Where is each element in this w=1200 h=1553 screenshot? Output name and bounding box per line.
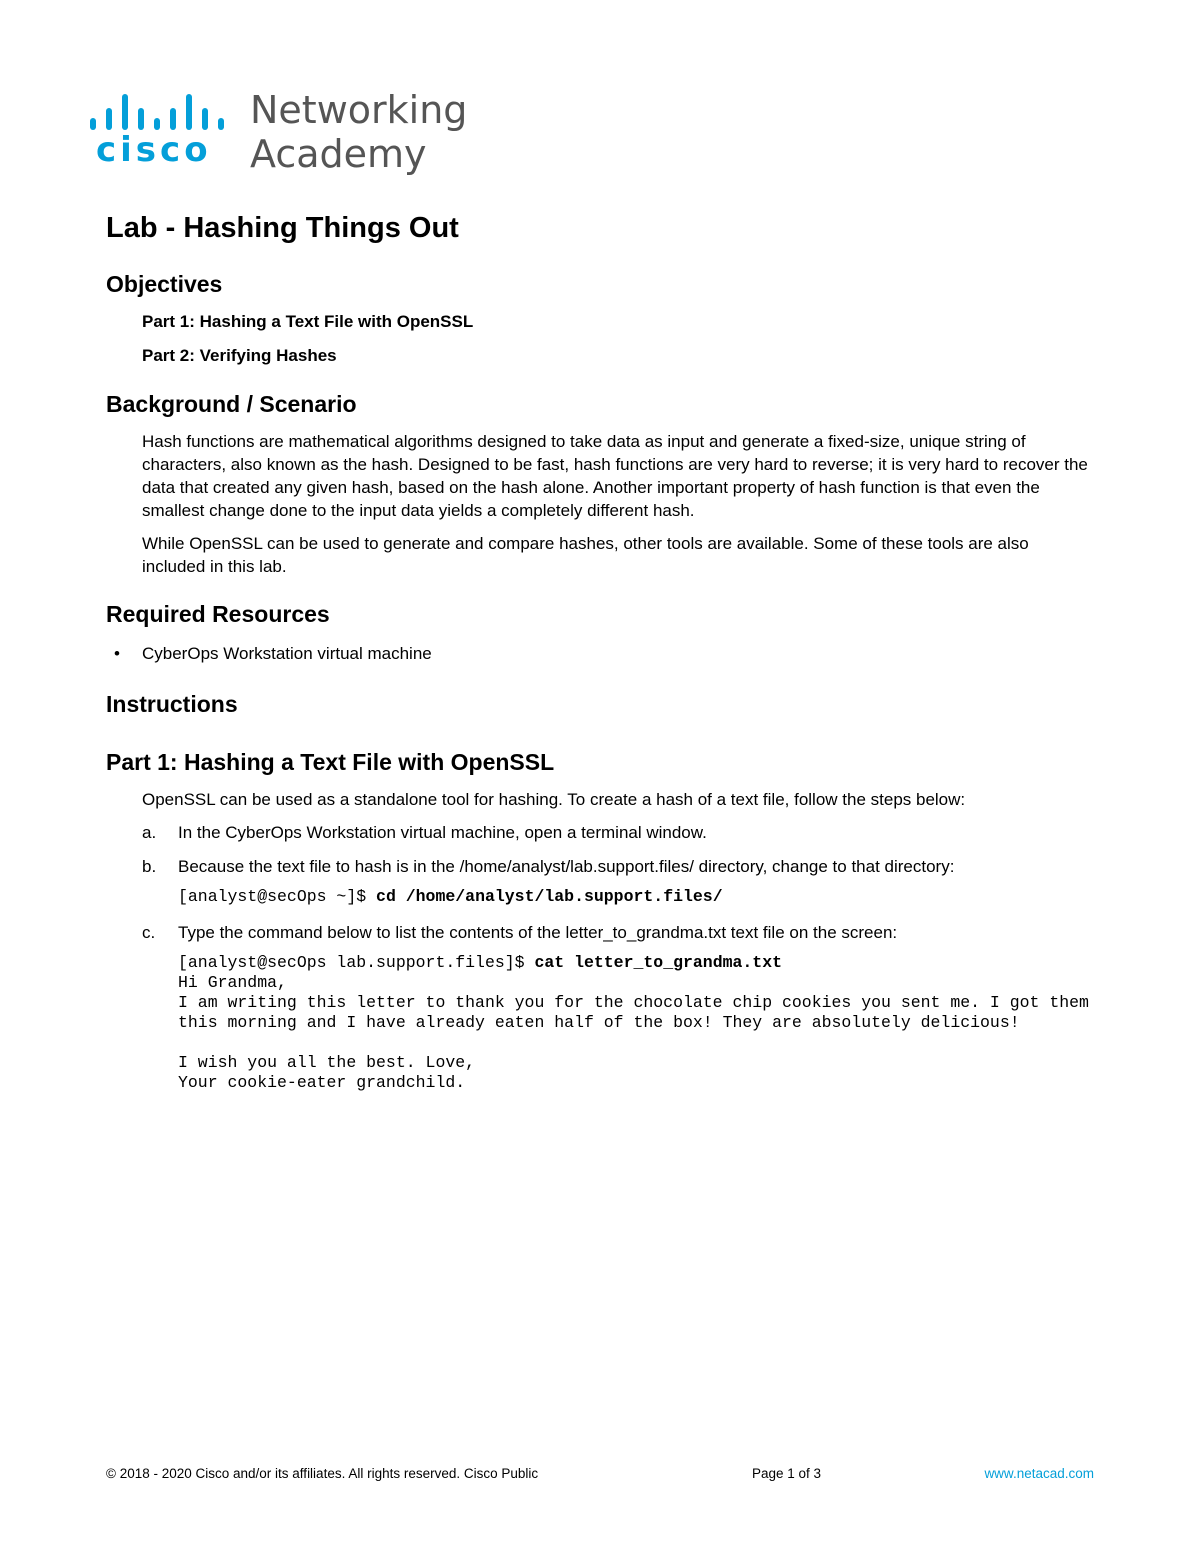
cisco-bars-icon [86,86,236,130]
terminal-output: Hi Grandma, I am writing this letter to thank you for the chocolate chip cookies you sent me. I got them this morning and I have already eaten half of the box! They are absolutely delicious! I wish you all the best. Love, Your cookie-eater grandchild. [178,973,1089,1092]
step-text: Type the command below to list the contents of the letter_to_grandma.txt text file on the screen: [178,923,898,942]
background-heading: Background / Scenario [106,391,357,417]
footer-copyright: © 2018 - 2020 Cisco and/or its affiliates. All rights reserved. Cisco Public [106,1466,539,1481]
page-title: Lab - Hashing Things Out [106,212,459,244]
background-paragraph: While OpenSSL can be used to generate and compare hashes, other tools are available. Some of these tools are also included in this lab. [142,534,1029,576]
part1-intro: OpenSSL can be used as a standalone tool for hashing. To create a hash of a text file, follow the steps below: [142,790,966,809]
part1-heading: Part 1: Hashing a Text File with OpenSSL [106,749,555,775]
terminal-command: cat letter_to_grandma.txt [534,953,783,972]
step-text: Because the text file to hash is in the /home/analyst/lab.support.files/ directory, change to that directory: [178,857,955,876]
step-a [142,821,1096,845]
document-body [106,208,1096,1093]
terminal-prompt: [analyst@secOps ~]$ [178,887,377,906]
cisco-networking-academy-logo [86,86,476,178]
page-footer [106,1466,1094,1486]
step-letter: c. [142,923,156,942]
code-block-cat [178,953,1096,1093]
part1-intro-wrap [142,788,1096,811]
instructions-heading: Instructions [106,691,238,717]
footer-link[interactable]: www.netacad.com [984,1466,1094,1481]
step-letter: b. [142,857,157,876]
bullet-icon: • [114,644,120,663]
step-c [142,921,1096,945]
objective-item: Part 2: Verifying Hashes [142,346,337,365]
terminal-command: cd /home/analyst/lab.support.files/ [376,887,723,906]
step-letter: a. [142,823,157,842]
background-section [142,430,1096,578]
objective-item: Part 1: Hashing a Text File with OpenSSL [142,312,474,331]
resource-item-text: CyberOps Workstation virtual machine [142,644,432,663]
cisco-wordmark: cisco [96,130,212,170]
resources-heading: Required Resources [106,601,330,627]
code-block-cd [178,887,1096,907]
list-item [114,642,1096,666]
step-text: In the CyberOps Workstation virtual machine, open a terminal window. [178,823,707,842]
terminal-prompt: [analyst@secOps lab.support.files]$ [178,953,535,972]
resources-list [114,642,1096,666]
objectives-list [142,310,1096,368]
objectives-heading: Objectives [106,271,223,297]
logo-networking-text: Networking [250,88,468,132]
background-paragraph: Hash functions are mathematical algorithms designed to take data as input and generate a fixed-size, unique string of characters, also known as the hash. Designed to be fast, hash functions are very hard to reverse; it is very hard to recover the data that created any given hash, based on the hash alone. Another important property of hash function is that even the smallest change done to the input data yields a completely different hash. [142,432,1088,520]
footer-page-number: Page 1 of 3 [752,1466,822,1481]
logo-academy-text: Academy [250,132,427,176]
step-b [142,855,1096,879]
